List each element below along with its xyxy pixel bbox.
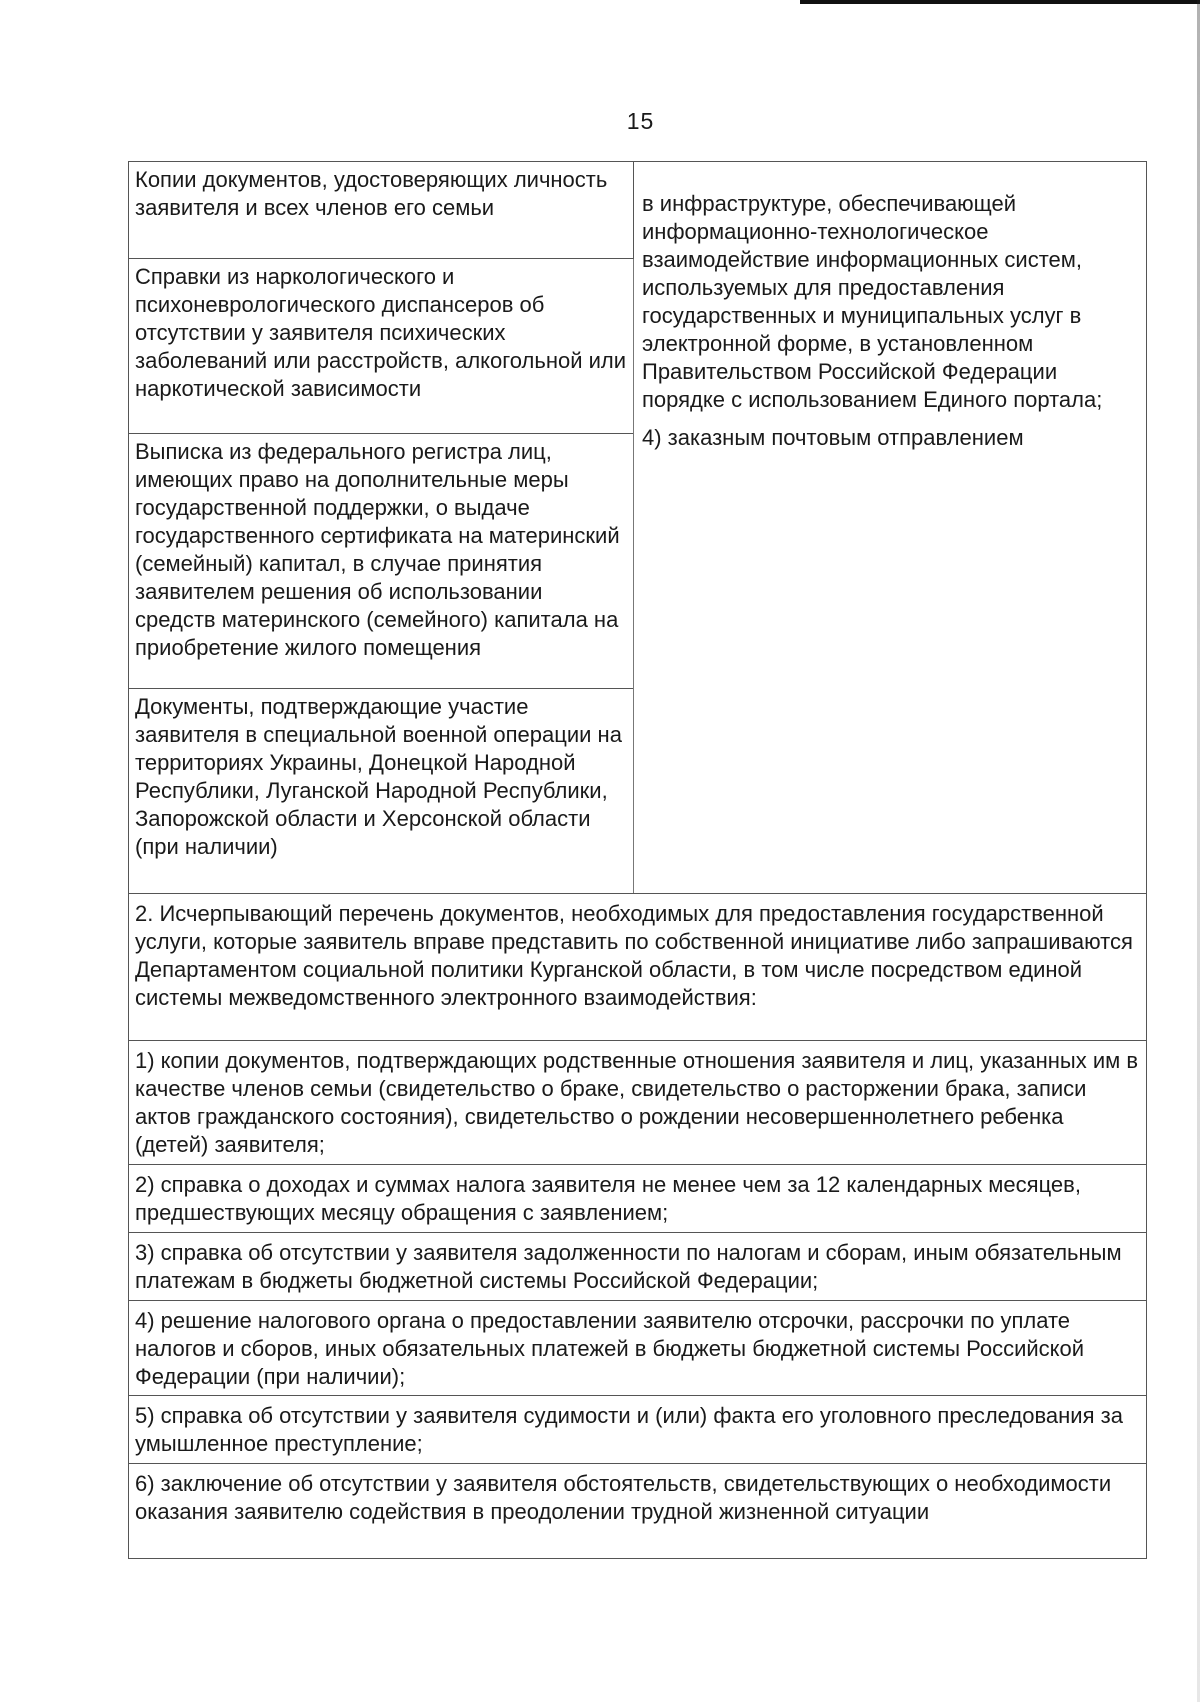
table-row — [129, 1233, 1147, 1301]
table-row — [129, 1041, 1147, 1165]
table-row — [129, 894, 1147, 1041]
submission-method-paragraph: 4) заказным почтовым отправлением — [642, 425, 1024, 450]
table-row — [129, 1301, 1147, 1396]
table-cell-military-participation: Документы, подтверждающие участие заявителя в специальной военной операции на территориях Украины, Донецкой Народной Республики, Луганской Народной Республики, Запорожской области и Херсонской области (при наличии) — [129, 689, 634, 894]
table-row — [129, 1396, 1147, 1464]
table-row — [129, 1165, 1147, 1233]
list-item: 2) справка о доходах и суммах налога заявителя не менее чем за 12 календарных месяцев, предшествующих месяцу обращения с заявлением; — [129, 1165, 1147, 1233]
table-row — [129, 162, 1147, 259]
submission-method-paragraph: в инфраструктуре, обеспечивающей информационно-технологическое взаимодействие информационных систем, используемых для предоставления государственных и муниципальных услуг в электронной форме, в установленном Правительством Российской Федерации порядке с использованием Единого портала; — [642, 191, 1103, 412]
scan-edge-mark — [800, 0, 1200, 14]
table-cell-medical-certificates: Справки из наркологического и психоневрологического диспансеров об отсутствии у заявителя психических заболеваний или расстройств, алкогольной или наркотической зависимости — [129, 259, 634, 434]
page-number: 15 — [626, 108, 655, 134]
documents-table — [128, 161, 1147, 1559]
table-row — [129, 1464, 1147, 1559]
list-item: 5) справка об отсутствии у заявителя судимости и (или) факта его уголовного преследования за умышленное преступление; — [129, 1396, 1147, 1464]
list-item: 4) решение налогового органа о предоставлении заявителю отсрочки, рассрочки по уплате налогов и сборов, иных обязательных платежей в бюджеты бюджетной системы Российской Федерации (при наличии); — [129, 1301, 1147, 1396]
list-item: 3) справка об отсутствии у заявителя задолженности по налогам и сборам, иным обязательным платежам в бюджеты бюджетной системы Российской Федерации; — [129, 1233, 1147, 1301]
table-cell-register-extract: Выписка из федерального регистра лиц, имеющих право на дополнительные меры государственной поддержки, о выдаче государственного сертификата на материнский (семейный) капитал, в случае принятия заявителем решения об использовании средств материнского (семейного) капитала на приобретение жилого помещения — [129, 434, 634, 689]
table-cell-identity-docs: Копии документов, удостоверяющих личность заявителя и всех членов его семьи — [129, 162, 634, 259]
list-item: 1) копии документов, подтверждающих родственные отношения заявителя и лиц, указанных им в качестве членов семьи (свидетельство о браке, свидетельство о расторжении брака, записи актов гражданского состояния), свидетельство о рождении несовершеннолетнего ребенка (детей) заявителя; — [129, 1041, 1147, 1165]
list-item: 6) заключение об отсутствии у заявителя обстоятельств, свидетельствующих о необходимости оказания заявителю содействия в преодолении трудной жизненной ситуации — [129, 1464, 1147, 1559]
section-2-heading: 2. Исчерпывающий перечень документов, необходимых для предоставления государственной услуги, которые заявитель вправе представить по собственной инициативе либо запрашиваются Департаментом социальной политики Курганской области, в том числе посредством единой системы межведомственного электронного взаимодействия: — [129, 894, 1147, 1041]
table-cell-submission-methods — [634, 162, 1147, 894]
